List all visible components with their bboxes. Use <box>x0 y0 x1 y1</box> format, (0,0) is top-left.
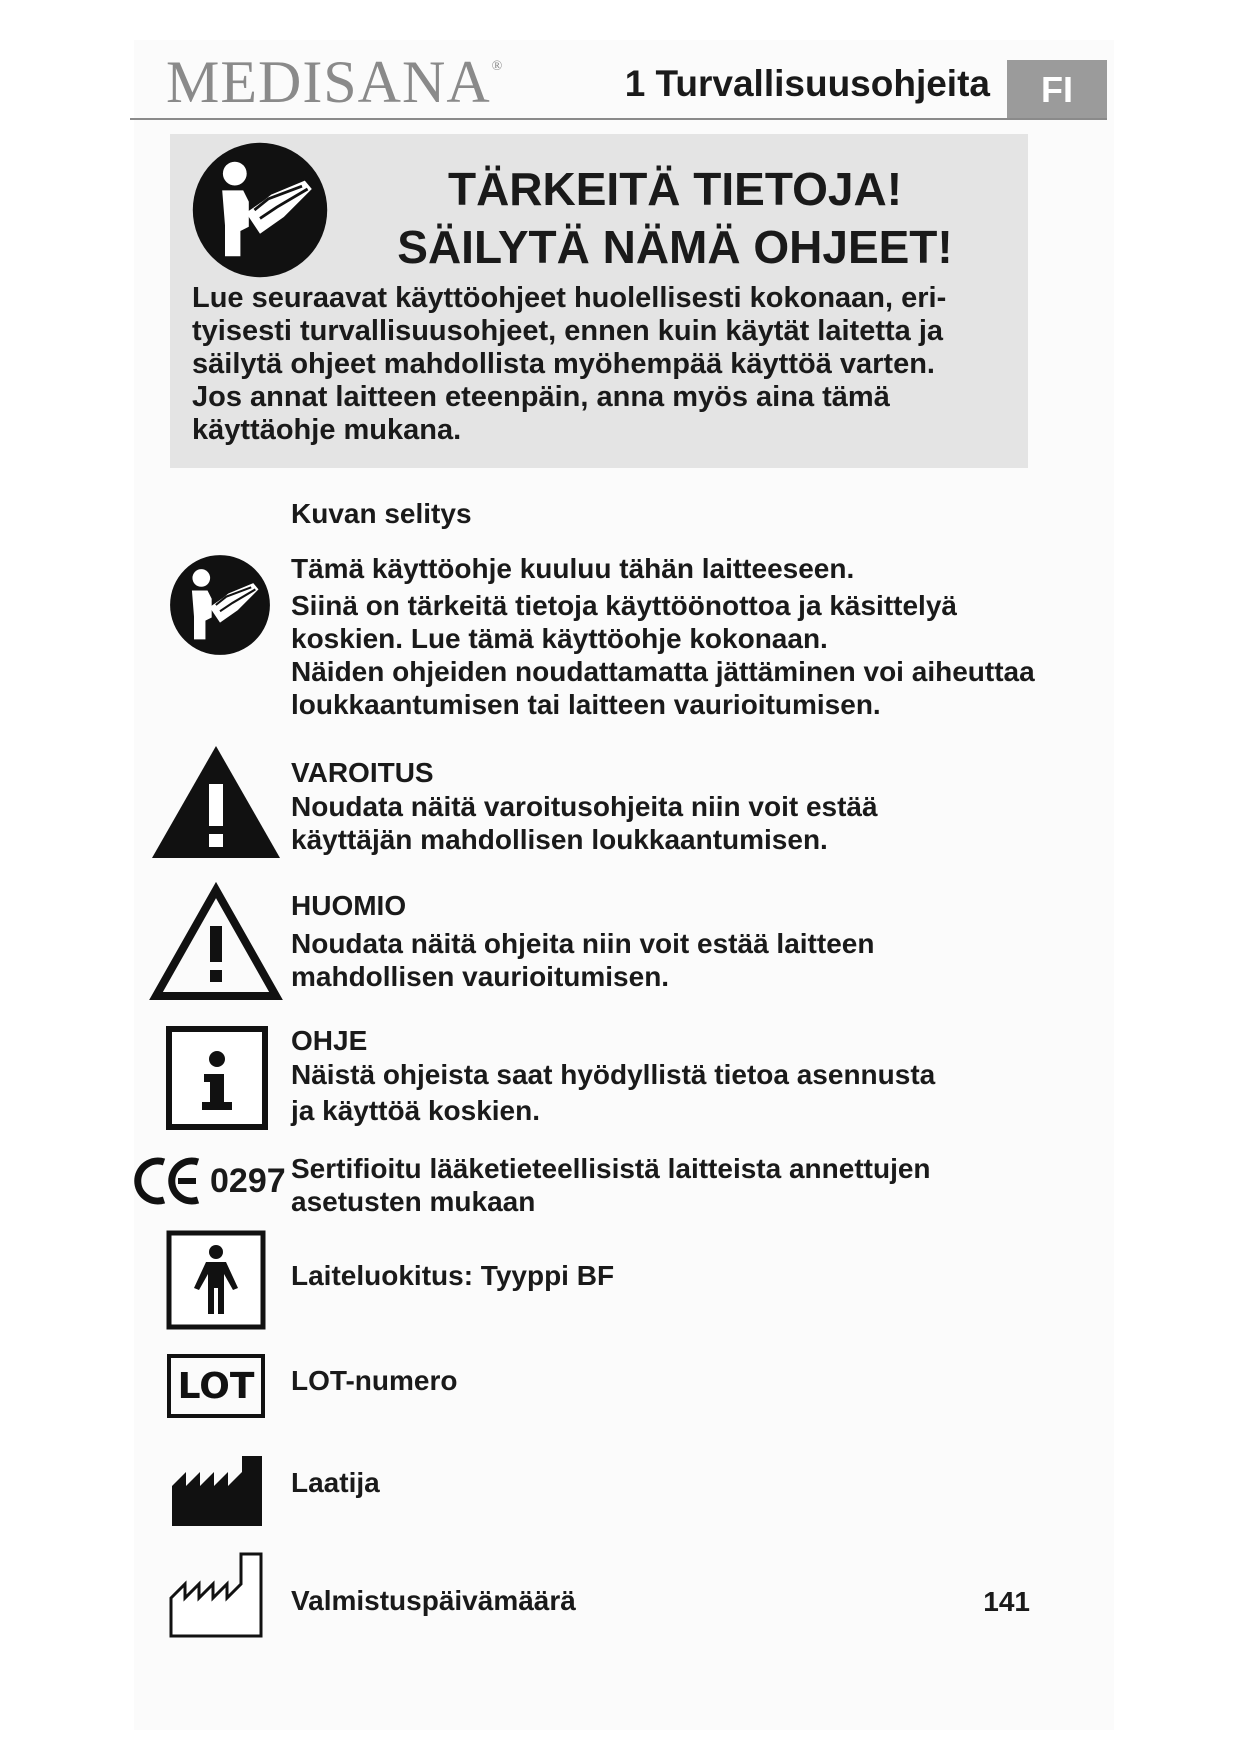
manufacture-date-description: Valmistuspäivämäärä <box>291 1585 576 1616</box>
lot-description: LOT-numero <box>291 1365 458 1396</box>
warning-description: VAROITUS Noudata näitä varoitusohjeita niin voit estää käyttäjän mahdollisen loukkaantumisen. <box>291 756 1091 856</box>
caution-description: HUOMIO Noudata näitä ohjeita niin voit estää laitteen mahdollisen vaurioitumisen. <box>291 889 1091 993</box>
manual-description: Tämä käyttöohje kuuluu tähän laitteeseen. Siinä on tärkeitä tietoja käyttöönottoa ja käsittelyä koskien. Lue tämä käyttöohje kokonaan. Näiden ohjeiden noudattamatta jättäminen voi aiheuttaa loukkaantumisen tai laitteen vaurioitumisen. <box>291 553 1035 720</box>
note-label: OHJE <box>291 1025 368 1056</box>
read-manual-icon <box>168 553 272 657</box>
page-number: 141 <box>983 1586 1030 1617</box>
header-divider <box>130 118 1107 120</box>
info-icon <box>166 1026 268 1130</box>
important-notice-box <box>170 134 1028 468</box>
ce-mark-icon <box>134 1156 204 1206</box>
section-title: 1 Turvallisuusohjeita <box>624 63 990 104</box>
type-bf-body-icon <box>166 1230 266 1330</box>
caution-outline-triangle-icon <box>148 882 284 1002</box>
ce-notified-body-code: 0297 <box>210 1162 286 1200</box>
ce-description: Sertifioitu lääketieteellisistä laitteista annettujen asetusten mukaan <box>291 1153 931 1217</box>
medisana-logo: MEDISANA® <box>166 49 504 115</box>
warning-filled-triangle-icon <box>148 742 284 862</box>
legend-heading: Kuvan selitys <box>291 498 472 529</box>
important-title: TÄRKEITÄ TIETOJA! SÄILYTÄ NÄMÄ OHJEET! <box>397 163 953 273</box>
warning-label: VAROITUS <box>291 757 434 788</box>
language-tab: FI <box>1007 60 1107 120</box>
read-manual-icon <box>190 140 330 280</box>
note-description: OHJE Näistä ohjeista saat hyödyllistä tietoa asennusta ja käyttöä koskien. <box>291 1024 1091 1127</box>
lot-icon: LOT <box>167 1354 265 1418</box>
important-text: Lue seuraavat käyttöohjeet huolellisesti kokonaan, eri- tyisesti turvallisuusohjeet, ennen kuin käytät laitetta ja säilytä ohjeet mahdollista myöhempää käyttöä varten. Jos annat laitteen eteenpäin, anna myös aina tämä käyttäohje mukana. <box>192 282 947 446</box>
caution-label: HUOMIO <box>291 890 407 921</box>
type-bf-description: Laiteluokitus: Tyyppi BF <box>291 1260 615 1291</box>
manufacturer-icon <box>170 1442 264 1526</box>
manufacture-date-icon <box>168 1550 264 1638</box>
manufacturer-description: Laatija <box>291 1467 380 1498</box>
